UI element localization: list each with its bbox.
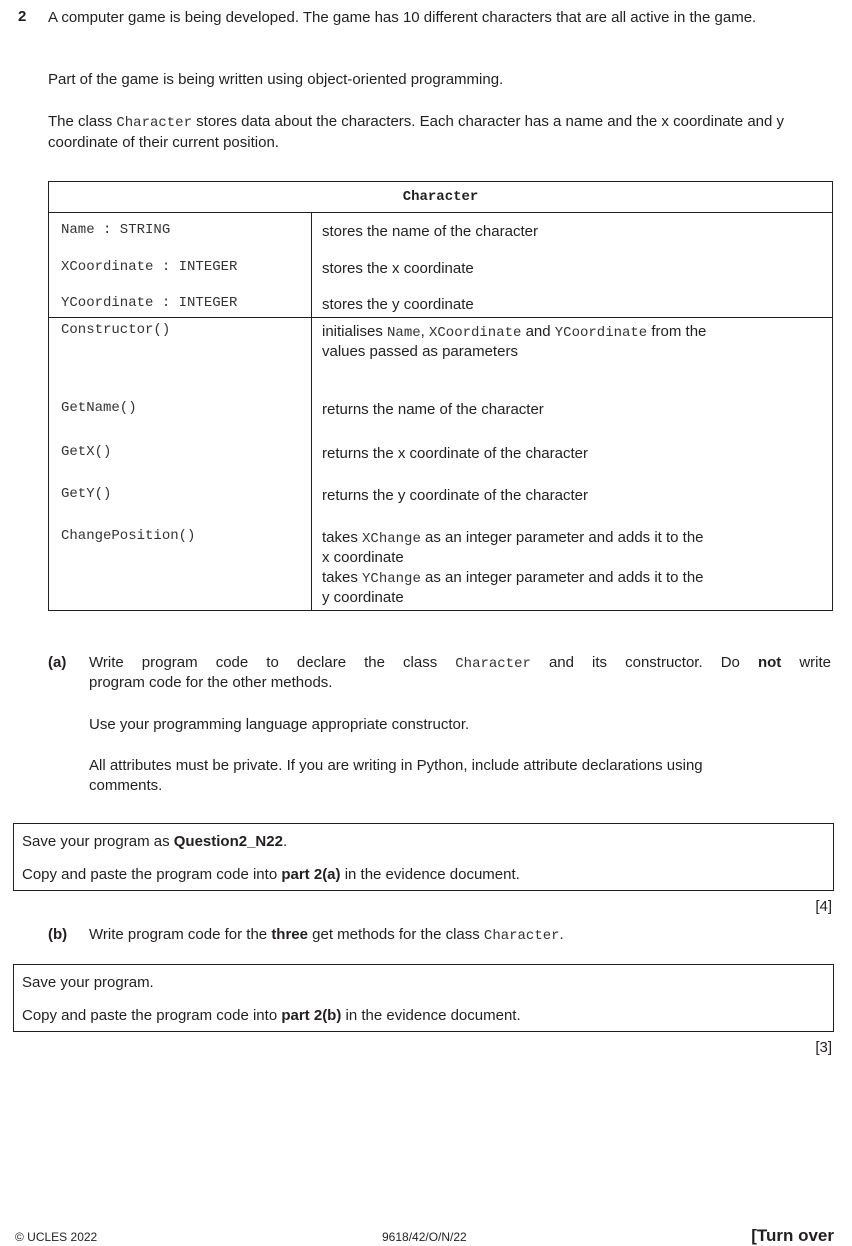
part-b-line-1: Write program code for the three get methods for the class Character. [89,926,564,944]
intro-paragraph-1: A computer game is being developed. The game has 10 different characters that are all active in the game. [48,9,757,26]
part-a-marks: [4] [815,898,832,915]
part-a-line-3: Use your programming language appropriate constructor. [89,716,470,733]
intro-paragraph-3: The class Character stores data about the characters. Each character has a name and the x coordinate and y coordinate of their current position. [48,113,785,151]
class-character-table [48,181,833,611]
method-desc: returns the y coordinate of the character [322,487,588,504]
method-desc-changeposition-4: y coordinate [322,589,404,606]
footer-paper-code: 9618/42/O/N/22 [382,1230,467,1244]
footer-copyright: © UCLES 2022 [15,1230,98,1244]
method-desc-constructor-2: values passed as parameters [322,343,518,360]
attribute-names [49,213,311,317]
part-a-line-2: program code for the other methods. [89,674,333,691]
attribute-name: Name : STRING [61,222,171,238]
method-desc-changeposition-2: x coordinate [322,549,404,566]
intro-paragraph-2: Part of the game is being written using object-oriented programming. [48,71,504,88]
attribute-name: XCoordinate : INTEGER [61,259,238,275]
method-desc-changeposition-3: takes YChange as an integer parameter and adds it to the [322,569,704,587]
method-desc-changeposition-1: takes XChange as an integer parameter and adds it to the [322,529,704,547]
method-desc: returns the name of the character [322,401,544,418]
method-names [49,318,311,610]
part-a-line-4: All attributes must be private. If you are writing in Python, include attribute declarations using [89,757,703,774]
attribute-desc: stores the x coordinate [322,260,474,277]
class-table-title: Character [49,182,833,213]
part-a-line-5: comments. [89,777,163,794]
method-descriptions [312,318,832,610]
part-a-line-1: Write program code to declare the class Character and its constructor. Do not write [89,654,831,672]
method-desc: returns the x coordinate of the character [322,445,588,462]
question-number: 2 [18,8,27,25]
attribute-desc: stores the y coordinate [322,296,474,313]
method-name: GetName() [61,400,137,416]
part-b-marks: [3] [815,1039,832,1056]
footer-turn-over: [Turn over [751,1226,834,1245]
part-a-save-instruction: Save your program as Question2_N22. [22,833,288,850]
part-a-label: (a) [48,654,67,671]
method-name: Constructor() [61,322,171,338]
part-b-label: (b) [48,926,68,943]
part-b-instruction-box [13,964,834,1032]
attribute-descriptions [312,213,832,317]
method-name: ChangePosition() [61,528,196,544]
part-a-instruction-box [13,823,834,891]
method-name: GetX() [61,444,112,460]
attribute-desc: stores the name of the character [322,223,538,240]
part-b-save-instruction: Save your program. [22,974,154,991]
part-b-copy-instruction: Copy and paste the program code into part 2(b) in the evidence document. [22,1007,521,1024]
method-name: GetY() [61,486,112,502]
method-desc-constructor: initialises Name, XCoordinate and YCoordinate from the [322,323,707,341]
part-a-copy-instruction: Copy and paste the program code into part 2(a) in the evidence document. [22,866,520,883]
attribute-name: YCoordinate : INTEGER [61,295,238,311]
